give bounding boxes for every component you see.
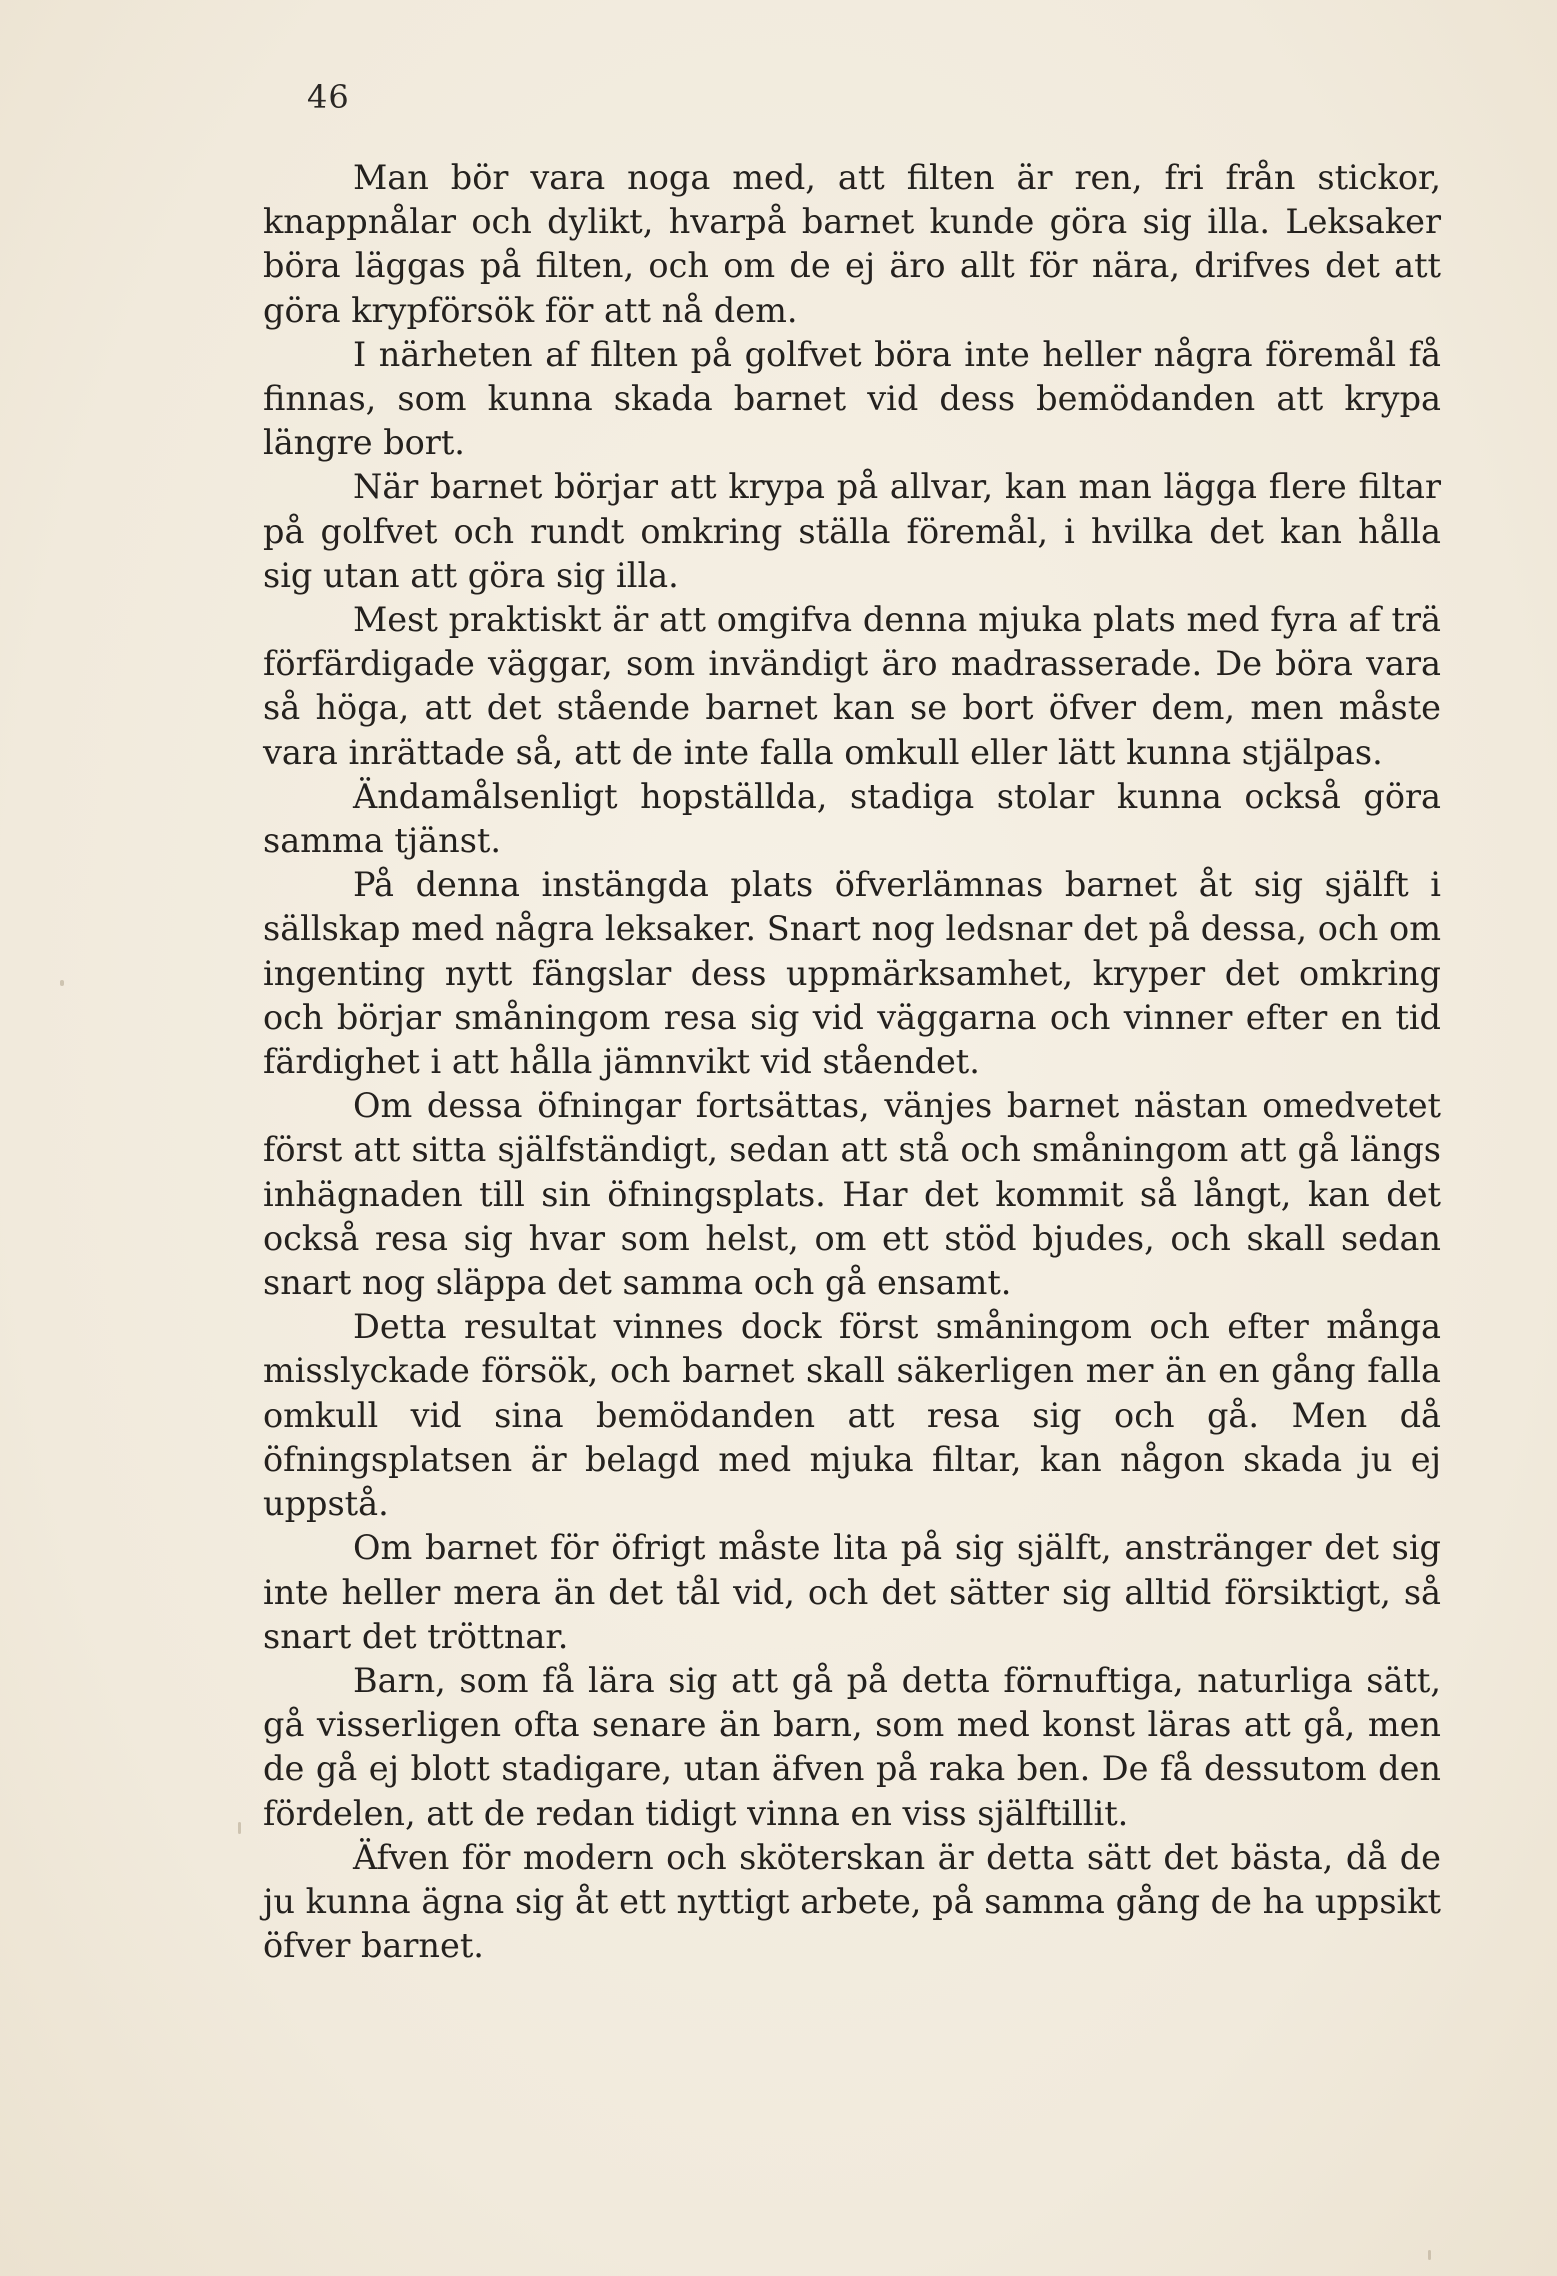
paragraph: Ändamålsenligt hopställda, stadiga stolar kunna också göra samma tjänst. — [263, 776, 1441, 861]
paper-speck — [60, 980, 64, 986]
page-number: 46 — [307, 78, 350, 116]
paper-speck — [1428, 2250, 1431, 2260]
paragraph: Mest praktiskt är att omgifva denna mjuka plats med fyra af trä förfärdigade väggar, som invändigt äro madrasserade. De böra vara så höga, att det stående barnet kan se bort öfver dem, men måste vara inrättade så, att de inte falla omkull eller lätt kunna stjälpas. — [263, 600, 1441, 772]
paragraph: Äfven för modern och sköterskan är detta sätt det bästa, då de ju kunna ägna sig åt ett nyttigt arbete, på samma gång de ha uppsikt öfver barnet. — [263, 1837, 1441, 1966]
paragraph: Man bör vara noga med, att filten är ren, fri från stickor, knappnålar och dylikt, hvarpå barnet kunde göra sig illa. Leksaker böra läggas på filten, och om de ej äro allt för nära, drifves det att göra krypförsök för att nå dem. — [263, 158, 1441, 330]
paragraph: Om barnet för öfrigt måste lita på sig själft, anstränger det sig inte heller mera än det tål vid, och det sätter sig alltid försiktigt, så snart det tröttnar. — [263, 1528, 1441, 1656]
paragraph: Barn, som få lära sig att gå på detta förnuftiga, naturliga sätt, gå visserligen ofta senare än barn, som med konst läras att gå, men de gå ej blott stadigare, utan äfven på raka ben. De få dessutom den fördelen, att de redan tidigt vinna en viss själftillit. — [263, 1660, 1441, 1833]
body-text — [263, 156, 1441, 1968]
paragraph: Detta resultat vinnes dock först småningom och efter många misslyckade försök, och barnet skall säkerligen mer än en gång falla omkull vid sina bemödanden att resa sig och gå. Men då öfningsplatsen är belagd med mjuka filtar, kan någon skada ju ej uppstå. — [263, 1307, 1441, 1524]
paragraph: När barnet börjar att krypa på allvar, kan man lägga flere filtar på golfvet och rundt omkring ställa föremål, i hvilka det kan hålla sig utan att göra sig illa. — [263, 467, 1441, 595]
paragraph: På denna instängda plats öfverlämnas barnet åt sig själft i sällskap med några leksaker. Snart nog ledsnar det på dessa, och om ingenting nytt fängslar dess uppmärksamhet, kryper det omkring och börjar småningom resa sig vid väggarna och vinner efter en tid färdighet i att hålla jämnvikt vid ståendet. — [263, 865, 1441, 1082]
paragraph: Om dessa öfningar fortsättas, vänjes barnet nästan omedvetet först att sitta själfständigt, sedan att stå och småningom att gå längs inhägnaden till sin öfningsplats. Har det kommit så långt, kan det också resa sig hvar som helst, om ett stöd bjudes, och skall sedan snart nog släppa det samma och gå ensamt. — [263, 1086, 1441, 1303]
paper-speck — [238, 1822, 241, 1834]
paragraph: I närheten af filten på golfvet böra inte heller några föremål få finnas, som kunna skada barnet vid dess bemödanden att krypa längre bort. — [263, 334, 1441, 463]
